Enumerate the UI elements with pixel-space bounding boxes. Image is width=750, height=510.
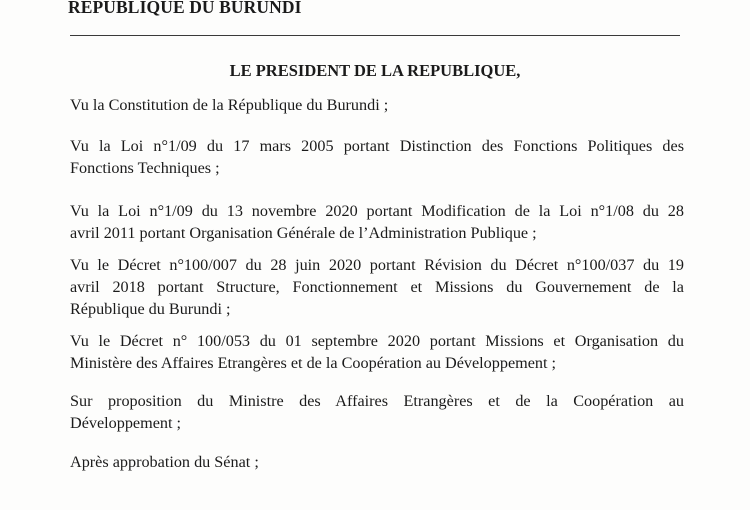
- paragraph-line: Développement ;: [70, 414, 182, 432]
- paragraph-line: avril 2018 portant Structure, Fonctionnement et Missions du Gouvernement de la: [70, 278, 684, 296]
- republic-header: REPUBLIQUE DU BURUNDI: [68, 0, 302, 17]
- paragraph-proposition: [70, 390, 684, 434]
- header-divider: [70, 35, 680, 36]
- decree-heading: LE PRESIDENT DE LA REPUBLIQUE,: [229, 61, 521, 80]
- paragraph-line: Fonctions Techniques ;: [70, 159, 220, 177]
- paragraph-line: Sur proposition du Ministre des Affaires Etrangères et de la Coopération au: [70, 392, 684, 410]
- paragraph-line: Vu le Décret n° 100/053 du 01 septembre 2020 portant Missions et Organisation du: [70, 332, 684, 350]
- paragraph-decret-007: [70, 254, 684, 320]
- paragraph-loi-2020: [70, 200, 684, 244]
- paragraph-line: Vu la Constitution de la République du Burundi ;: [70, 96, 389, 114]
- paragraph-line: Vu le Décret n°100/007 du 28 juin 2020 portant Révision du Décret n°100/037 du 19: [70, 256, 684, 274]
- paragraph-line: Après approbation du Sénat ;: [70, 453, 259, 471]
- paragraph-decret-053: [70, 330, 684, 374]
- paragraph-line: Ministère des Affaires Etrangères et de la Coopération au Développement ;: [70, 354, 557, 372]
- paragraph-constitution: [70, 94, 684, 116]
- paragraph-loi-2005: [70, 135, 684, 179]
- paragraph-approbation: [70, 451, 684, 473]
- paragraph-line: avril 2011 portant Organisation Générale de l’Administration Publique ;: [70, 224, 537, 242]
- paragraph-line: Vu la Loi n°1/09 du 17 mars 2005 portant Distinction des Fonctions Politiques des: [70, 137, 684, 155]
- paragraph-line: Vu la Loi n°1/09 du 13 novembre 2020 portant Modification de la Loi n°1/08 du 28: [70, 202, 684, 220]
- paragraph-line: République du Burundi ;: [70, 300, 231, 318]
